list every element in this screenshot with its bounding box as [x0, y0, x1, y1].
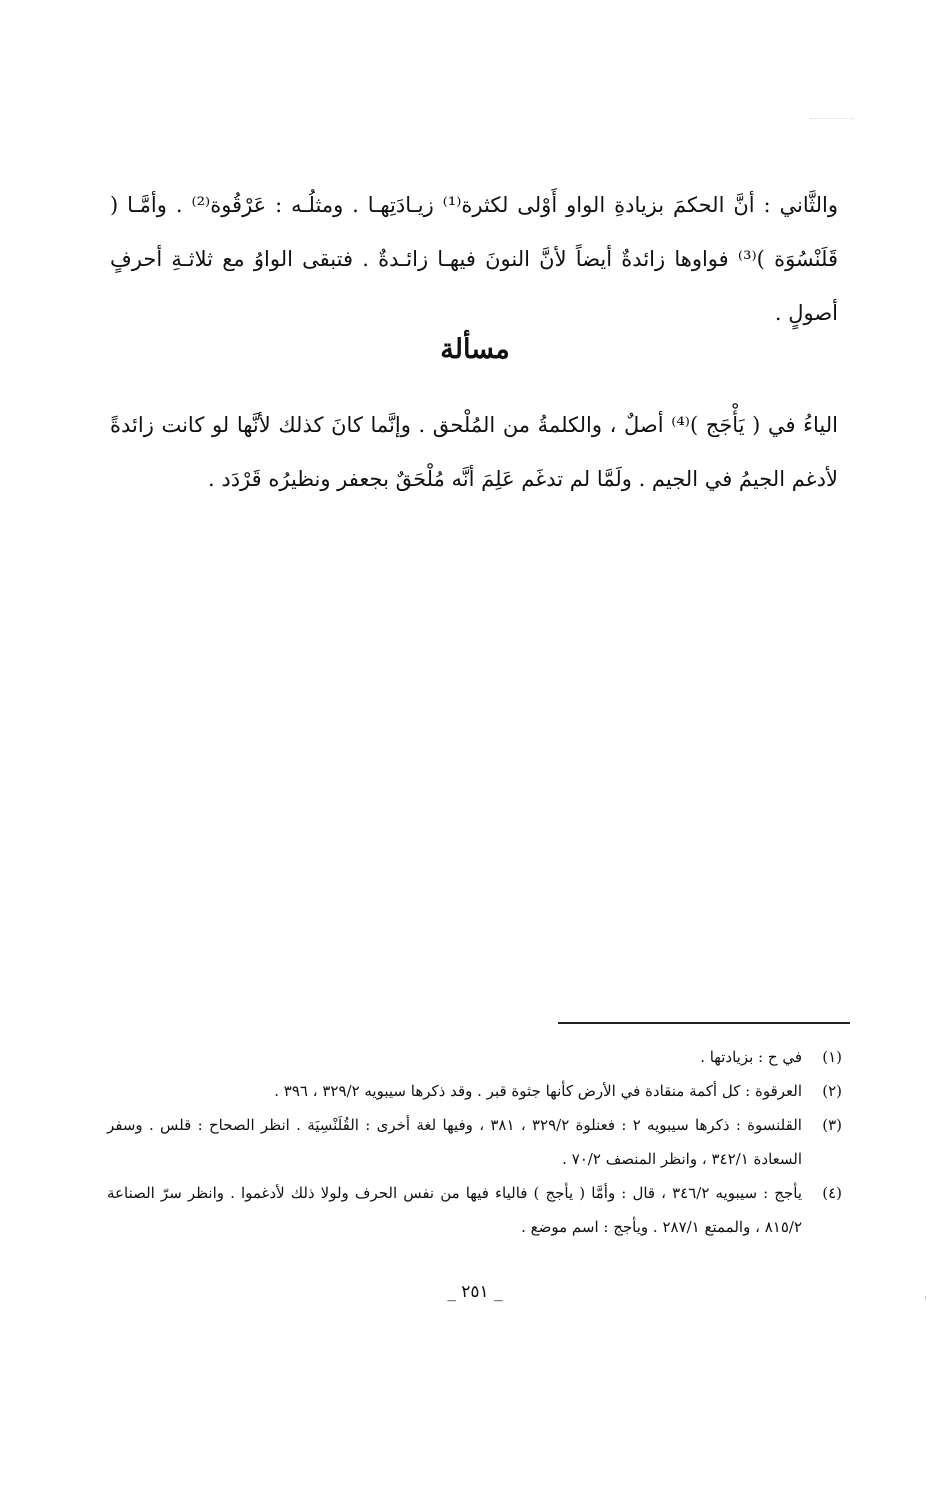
- scan-mark-side: [925, 1296, 926, 1300]
- footnote-item: [107, 1040, 842, 1074]
- footnote-number: (٤): [822, 1184, 842, 1202]
- footnote-number: (٣): [822, 1116, 842, 1134]
- footnotes-list: [107, 1040, 842, 1244]
- footnote-text: العرقوة : كل أكمة منقادة في الأرض كأنها جثوة قبر . وقد ذكرها سيبويه ٣٢٩/٢ ، ٣٩٦ .: [274, 1082, 802, 1100]
- footnote-number: (٢): [822, 1082, 842, 1100]
- section-heading: مسألة: [440, 334, 510, 365]
- page-number: _ ٢٥١ _: [447, 1282, 503, 1302]
- footnote-item: [107, 1176, 842, 1244]
- footnote-text: في ح : بزيادتها .: [700, 1048, 802, 1066]
- footnote-item: [107, 1074, 842, 1108]
- footnote-item: [107, 1108, 842, 1176]
- footnote-text: القلنسوة : ذكرها سيبويه ٢ : فعنلوة ٣٢٩/٢ ، ٣٨١ ، وفيها لغة أخرى : القُلَنْسِيَة . انظر الصحاح : قلس . وسفر السعادة ٣٤٢/١ ، وانظر المنصف ٧٠/٢ .: [107, 1116, 802, 1168]
- footnote-separator: [558, 1022, 850, 1024]
- footnote-text: يأجج : سيبويه ٣٤٦/٢ ، قال : وأمَّا ( يأجج ) فالياء فيها من نفس الحرف ولولا ذلك لأدغموا . وانظر سرّ الصناعة ٨١٥/٢ ، والممتع ٢٨٧/١ . ويأجج : اسم موضع .: [107, 1184, 802, 1236]
- paragraph-first: والثَّاني : أنَّ الحكمَ بزيادةِ الواو أَوْلى لكثرة⁽¹⁾ زيـادَتِهـا . ومثلُـه : عَرْقُوة⁽²⁾ . وأمَّـا ( قَلَنْسُوَة )⁽³⁾ فواوها زائدةٌ أيضاً لأنَّ النونَ فيهـا زائـدةٌ . فتبقى الواوُ مع ثلاثـةِ أحرفٍ أصولٍ .: [110, 193, 839, 325]
- footnote-number: (١): [822, 1048, 842, 1066]
- scan-mark-top: [810, 118, 854, 119]
- paragraph-second: الياءُ في ( يَأْجَج )⁽⁴⁾ أصلٌ ، والكلمةُ من المُلْحق . وإنَّما كانَ كذلك لأنَّها لو كانت زائدةً لأدغم الجيمُ في الجيم . ولَمَّا لم تدغَم عَلِمَ أنَّه مُلْحَقٌ بجعفر ونظيرُه قَرْدَد .: [110, 413, 838, 491]
